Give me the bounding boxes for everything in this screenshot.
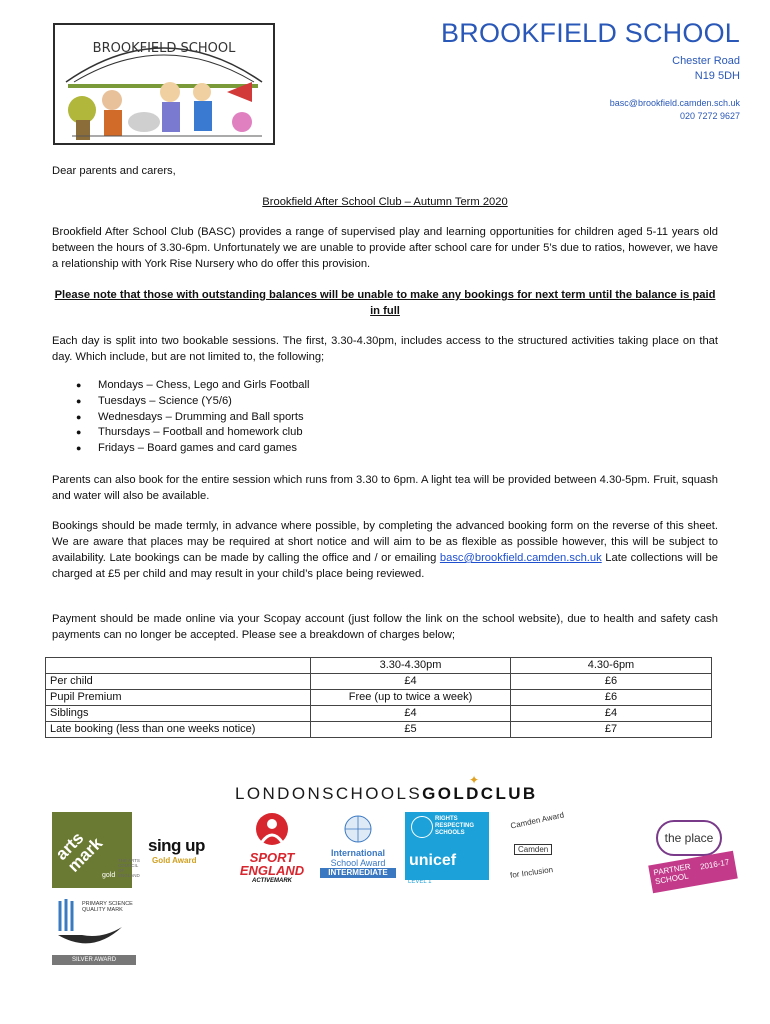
sing-up-logo — [148, 836, 218, 880]
logo-text: BROOKFIELD SCHOOL — [92, 41, 236, 56]
school-logo — [52, 22, 276, 146]
basc-email-link[interactable]: basc@brookfield.camden.sch.uk — [439, 552, 602, 564]
table-row — [46, 706, 712, 722]
psqm-award: SILVER AWARD — [52, 955, 136, 965]
school-name: BROOKFIELD SCHOOL — [441, 18, 740, 48]
psqm-text: PRIMARY SCIENCE QUALITY MARK — [82, 901, 133, 913]
paragraph-full-session: Parents can also book for the entire session which runs from 3.30 to 6pm. A light tea will be provided between 4.30-5pm. Fruit, squash and water will also be available. — [52, 474, 718, 502]
school-email[interactable]: basc@brookfield.camden.sch.uk — [609, 98, 740, 108]
outstanding-balance-notice: Please note that those with outstanding balances will be unable to make any bookings for next term until the balance is paid in full — [54, 289, 716, 317]
camden-award-top-text: Camden Award — [509, 810, 565, 831]
rrs-line-1: RIGHTS — [435, 816, 458, 822]
artsmark-sub: gold — [102, 872, 116, 879]
rights-respecting-schools-logo — [405, 812, 489, 880]
table-cell: £6 — [511, 690, 712, 706]
school-phone: 020 7272 9627 — [679, 111, 740, 121]
table-cell: Pupil Premium — [46, 690, 311, 706]
gold-club-bold-text: GOLDCLUB — [422, 784, 538, 803]
sport-line-2: ENGLAND — [239, 863, 305, 878]
activity-item: ● Wednesdays – Drumming and Ball sports — [76, 410, 309, 426]
sport-england-logo — [232, 812, 312, 886]
artsmark-text: arts mark — [51, 828, 107, 876]
activity-item: ● Thursdays – Football and homework club — [76, 425, 309, 441]
table-cell: Free (up to twice a week) — [311, 690, 511, 706]
rrs-line-3: SCHOOLS — [435, 830, 465, 836]
table-cell: £4 — [311, 674, 511, 690]
the-place-text: the place — [656, 820, 722, 856]
gold-star-icon: ✦ — [469, 773, 480, 787]
table-cell: £4 — [511, 706, 712, 722]
activity-item: ● Mondays – Chess, Lego and Girls Football — [76, 378, 309, 394]
bookings-text-end: Late collections will be charged at £5 per child and may result in your child’s place being reviewed. — [52, 552, 718, 580]
arts-council-text: THE ARTS COUNCIL OF ENGLAND — [118, 858, 140, 878]
london-schools-gold-club-logo — [235, 784, 538, 804]
table-cell: Per child — [46, 674, 311, 690]
sport-line-3: ACTIVEMARK — [252, 878, 292, 884]
paragraph-payment: Payment should be made online via your Scopay account (just follow the link on the school website), due to health and safety cash payments can no longer be accepted. Please see a breakdown of charges below; — [52, 613, 718, 641]
address-line-2: N19 5DH — [694, 70, 740, 82]
paragraph-bookings — [52, 518, 718, 582]
isa-line-3: INTERMEDIATE — [320, 868, 396, 878]
partner-school-text: PARTNER SCHOOL — [652, 861, 692, 887]
table-cell: Siblings — [46, 706, 311, 722]
charges-table — [45, 657, 712, 738]
table-cell: £6 — [511, 674, 712, 690]
rrs-emblem-icon — [411, 816, 433, 838]
letter-heading: Brookfield After School Club – Autumn Term 2020 — [262, 196, 508, 208]
greeting: Dear parents and carers, — [52, 165, 176, 177]
activity-item: ● Tuesdays – Science (Y5/6) — [76, 394, 309, 410]
camden-award-bottom-text: for Inclusion — [509, 865, 554, 880]
rrs-level: LEVEL 1 — [408, 879, 432, 885]
sing-up-award: Gold Award — [152, 856, 197, 865]
activity-item: ● Fridays – Board games and card games — [76, 441, 309, 457]
psqm-logo — [52, 895, 138, 975]
activities-list — [76, 378, 309, 457]
paragraph-sessions: Each day is split into two bookable sessions. The first, 3.30-4.30pm, includes access to the structured activities taking place on that day. Which include, but are not limited to, the following; — [52, 335, 718, 363]
table-header-cell — [46, 658, 311, 674]
isa-line-2: School Award — [330, 858, 386, 868]
address-line-1: Chester Road — [672, 55, 740, 67]
camden-award-logo — [500, 812, 576, 888]
bookings-text: Bookings should be made termly, in advance where possible, by completing the advanced booking form on the reverse of this sheet. We are aware that places may be required at short notice and will aim to be as flexible as possible however, this will be subject to availability. Late bookings can be made by calling the office and / or emailing — [52, 520, 718, 564]
table-cell: £5 — [311, 722, 511, 738]
table-cell: £7 — [511, 722, 712, 738]
table-header-row — [46, 658, 712, 674]
isa-line-1: International — [330, 848, 385, 858]
international-school-award-logo — [320, 815, 396, 881]
sing-up-text: sing up — [148, 836, 205, 855]
globe-icon — [320, 815, 396, 843]
table-header-cell: 3.30-4.30pm — [311, 658, 511, 674]
table-cell: Late booking (less than one weeks notice) — [46, 722, 311, 738]
partner-years-text: 2016-17 — [699, 857, 730, 872]
paragraph-intro: Brookfield After School Club (BASC) provides a range of supervised play and learning opportunities for children aged 5-11 years old between the hours of 3.30-6pm. Unfortunately we are unable to provide after school care for under 5’s due to ratios, however, we have a relationship with York Rise Nursery who do offer this provision. — [52, 226, 718, 270]
unicef-text: unicef — [409, 852, 457, 869]
table-header-cell: 4.30-6pm — [511, 658, 712, 674]
table-row — [46, 674, 712, 690]
table-row — [46, 722, 712, 738]
table-row — [46, 690, 712, 706]
the-place-logo — [650, 814, 736, 890]
sport-england-emblem-icon — [232, 812, 312, 846]
sport-line-1: SPORT — [249, 850, 295, 865]
rrs-line-2: RESPECTING — [435, 823, 475, 829]
gold-club-text: LONDONSCHOOLS — [235, 784, 423, 803]
table-cell: £4 — [311, 706, 511, 722]
camden-mid-text: Camden — [514, 844, 552, 855]
